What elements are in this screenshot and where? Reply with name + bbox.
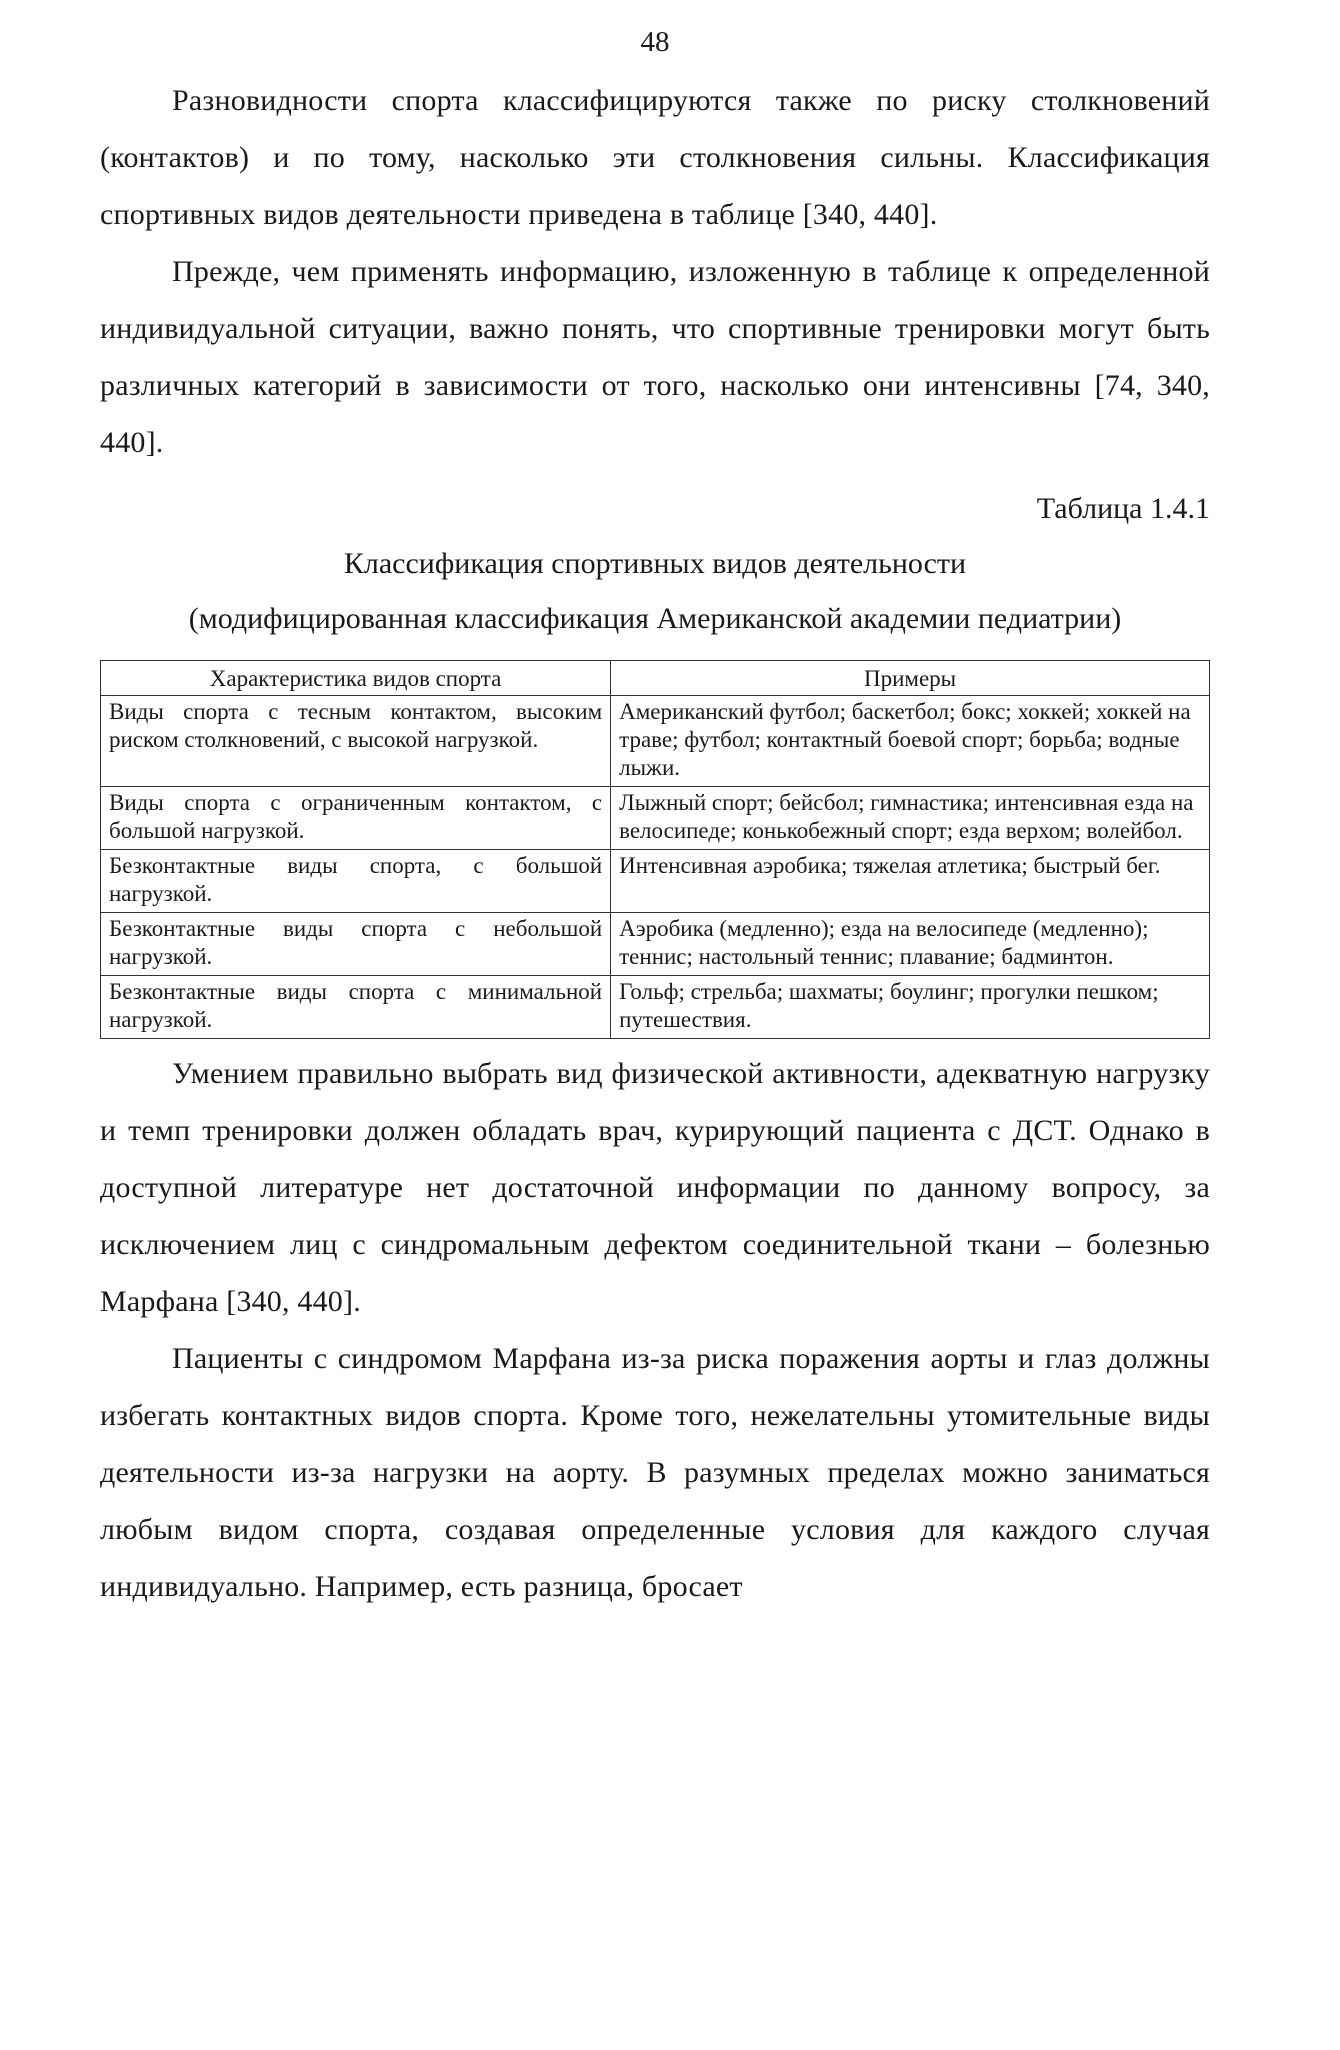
document-page bbox=[100, 22, 1210, 1615]
table-title: Классификация спортивных видов деятельности bbox=[343, 547, 967, 580]
table-header-row bbox=[101, 661, 1210, 696]
cell-characteristic: Виды спорта с ограниченным контактом, с большой нагрузкой. bbox=[101, 787, 611, 850]
table-subtitle: (модифицированная классификация Американской академии педиатрии) bbox=[188, 602, 1122, 635]
cell-examples: Аэробика (медленно); езда на велосипеде (медленно); теннис; настольный теннис; плавание; бадминтон. bbox=[611, 913, 1210, 976]
paragraph-sport-classification: Разновидности спорта классифицируются также по риску столкновений (контактов) и по тому, насколько эти столкновения сильны. Классификация спортивных видов деятельности приведена в таблице [340, 440]. bbox=[100, 84, 1210, 231]
table-row bbox=[101, 976, 1210, 1039]
paragraph-training-categories: Прежде, чем применять информацию, изложенную в таблице к определенной индивидуальной ситуации, важно понять, что спортивные тренировки могут быть различных категорий в зависимости от того, насколько они интенсивны [74, 340, 440]. bbox=[100, 255, 1210, 459]
header-characteristic: Характеристика видов спорта bbox=[101, 661, 611, 696]
cell-characteristic: Безконтактные виды спорта, с большой нагрузкой. bbox=[101, 850, 611, 913]
table-row bbox=[101, 913, 1210, 976]
table-row bbox=[101, 850, 1210, 913]
table-label: Таблица 1.4.1 bbox=[1036, 492, 1210, 525]
page-number: 48 bbox=[640, 26, 670, 58]
header-examples: Примеры bbox=[611, 661, 1210, 696]
table-row bbox=[101, 696, 1210, 787]
cell-examples: Интенсивная аэробика; тяжелая атлетика; быстрый бег. bbox=[611, 850, 1210, 913]
cell-characteristic: Безконтактные виды спорта с минимальной нагрузкой. bbox=[101, 976, 611, 1039]
cell-characteristic: Виды спорта с тесным контактом, высоким риском столкновений, с высокой нагрузкой. bbox=[101, 696, 611, 787]
paragraph-physician-skills: Умением правильно выбрать вид физической активности, адекватную нагрузку и темп тренировки должен обладать врач, курирующий пациента с ДСТ. Однако в доступной литературе нет достаточной информации по данному вопросу, за исключением лиц с синдромальным дефектом соединительной ткани – болезнью Марфана [340, 440]. bbox=[100, 1057, 1210, 1318]
paragraph-marfan-patients: Пациенты с синдромом Марфана из-за риска поражения аорты и глаз должны избегать контактных видов спорта. Кроме того, нежелательны утомительные виды деятельности из-за нагрузки на аорту. В разумных пределах можно заниматься любым видом спорта, создавая определенные условия для каждого случая индивидуально. Например, есть разница, бросает bbox=[100, 1342, 1210, 1603]
cell-characteristic: Безконтактные виды спорта с небольшой нагрузкой. bbox=[101, 913, 611, 976]
table-row bbox=[101, 787, 1210, 850]
cell-examples: Американский футбол; баскетбол; бокс; хоккей; хоккей на траве; футбол; контактный боевой спорт; борьба; водные лыжи. bbox=[611, 696, 1210, 787]
classification-table bbox=[100, 660, 1210, 1039]
cell-examples: Лыжный спорт; бейсбол; гимнастика; интенсивная езда на велосипеде; конькобежный спорт; езда верхом; волейбол. bbox=[611, 787, 1210, 850]
cell-examples: Гольф; стрельба; шахматы; боулинг; прогулки пешком; путешествия. bbox=[611, 976, 1210, 1039]
